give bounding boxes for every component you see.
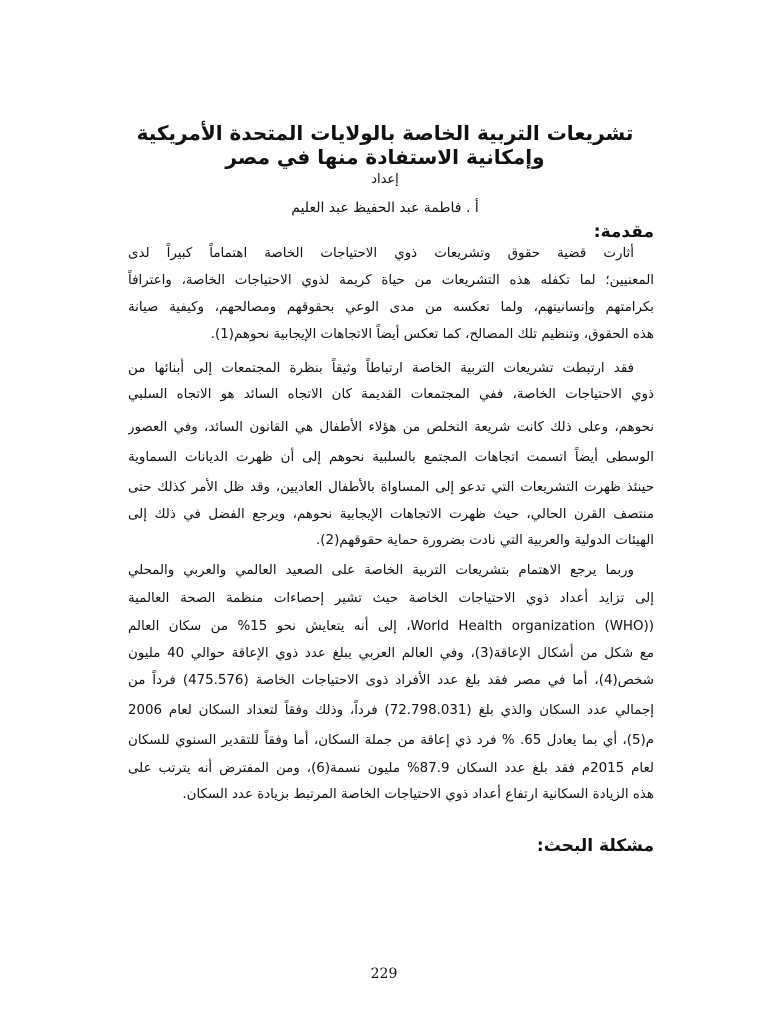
paragraph-line: إجمالي عدد السكان والذي بلغ (72.798.031) فرداً، وذلك وفقاً لتعداد السكان لعام 2006: [128, 703, 654, 718]
title-line-1: تشريعات التربية الخاصة بالولايات المتحدة الأمريكية: [136, 121, 634, 145]
author-name: أ . فاطمة عبد الحفيظ عبد العليم: [291, 200, 479, 216]
paragraph-line: ذوي الاحتياجات الخاصة، ففي المجتمعات القديمة كان الاتجاه السائد هو الاتجاه السلبي: [128, 387, 654, 402]
paragraph-line: هذه الزيادة السكانية ارتفاع أعداد ذوي الاحتياجات الخاصة المرتبط بزيادة عدد السكان.: [182, 787, 654, 802]
research-problem-heading: مشكلة البحث:: [536, 836, 654, 856]
paragraph-line: أثارت قضية حقوق وتشريعات ذوي الاحتياجات الخاصة اهتماماً كبيراً لدى: [128, 246, 634, 261]
paragraph-line: نحوهم، وعلى ذلك كانت شريعة التخلص من هؤلاء الأطفال هي القانون السائد، وفي العصور: [128, 420, 654, 435]
paragraph-line: الهيئات الدولية والعربية التي نادت بضرورة حماية حقوقهم(2).: [316, 533, 654, 548]
paragraph-line: فقد ارتبطت تشريعات التربية الخاصة ارتباطاً وثيقاً بنظرة المجتمعات إلى أبنائها من: [128, 361, 634, 376]
paragraph-line: المعنيين؛ لما تكفله هذه التشريعات من حياة كريمة لذوي الاحتياجات الخاصة، واعترافاً: [128, 273, 654, 288]
paragraph-line: شخص(4)، أما في مصر فقد بلغ عدد الأفراد ذوى الاحتياجات الخاصة (475.576) فرداً من: [128, 673, 654, 688]
paragraph-line: الوسطى أيضاً اتسمت اتجاهات المجتمع بالسلبية نحوهم إلى أن ظهرت الديانات السماوية: [128, 450, 654, 465]
paragraph-line: م(5)، أي بما يعادل 65. % فرد ذي إعاقة من جملة السكان، أما وفقاً للتقدير السنوي للسكان: [128, 733, 654, 748]
prepared-by-label: إعداد: [371, 172, 399, 187]
page-number: 229: [370, 966, 398, 982]
paragraph-line: مع شكل من أشكال الإعاقة(3)، وفي العالم العربي يبلغ عدد ذوي الإعاقة حوالي 40 مليون: [128, 646, 654, 661]
paragraph-line: وربما يرجع الاهتمام بتشريعات التربية الخاصة على الصعيد العالمي والعربي والمحلي: [128, 563, 634, 578]
paragraph-line: إلى تزايد أعداد ذوي الاحتياجات الخاصة حيث تشير إحصاءات منظمة الصحة العالمية: [128, 591, 654, 606]
paragraph-line: منتصف القرن الحالي، حيث ظهرت الاتجاهات الإيجابية نحوهم، ويرجع الفضل في ذلك إلى: [128, 507, 654, 522]
title-line-2: وإمكانية الاستفادة منها في مصر: [225, 145, 545, 169]
paragraph-line: لعام 2015م فقد بلغ عدد السكان 87.9% مليون نسمة(6)، ومن المفترض أنه يترتب على: [128, 761, 654, 776]
paragraph-line: (World Health organization (WHO)، إلى أنه يتعايش نحو 15% من سكان العالم: [128, 619, 654, 634]
introduction-heading: مقدمة:: [593, 222, 654, 242]
paragraph-line: بكرامتهم وإنسانيتهم، ولما تعكسه من مدى الوعي بحقوقهم ومصالحهم، وكيفية صيانة: [128, 300, 654, 315]
paragraph-line: هذه الحقوق، وتنظيم تلك المصالح، كما تعكس أيضاً الاتجاهات الإيجابية نحوهم(1).: [210, 327, 654, 342]
paragraph-line: حينئذ ظهرت التشريعات التي تدعو إلى المساواة بالأطفال العاديين، وقد ظل الأمر كذلك حتى: [128, 480, 654, 495]
